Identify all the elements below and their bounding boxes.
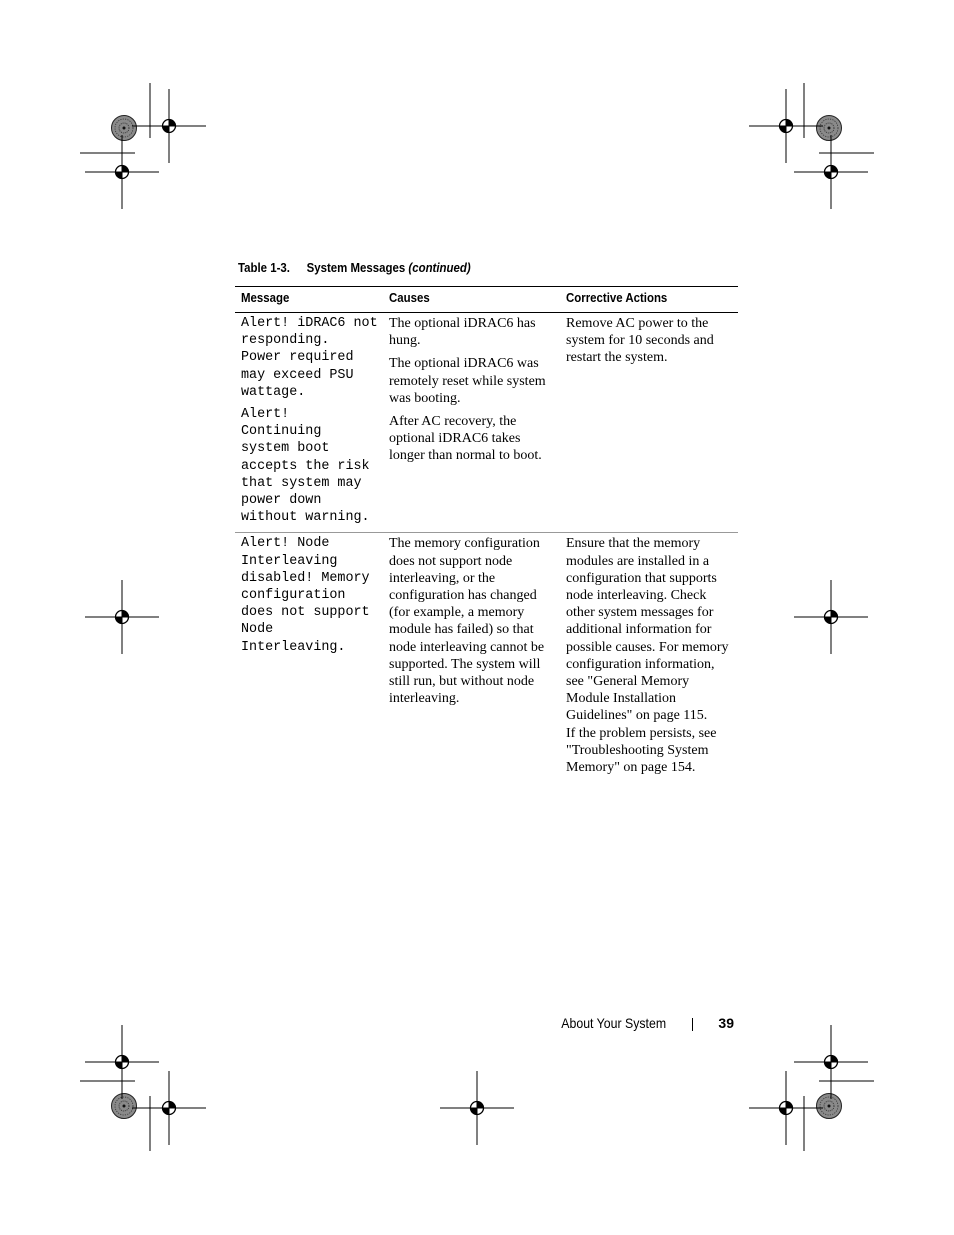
registration-crosshair-icon [132,89,206,163]
registration-crosshair-icon [85,580,159,654]
radial-target-icon [112,1094,137,1119]
message-text: Alert! Node Interleaving disabled! Memory configuration does not support Node Interleaving. [241,536,370,655]
footer-section-title: About Your System [561,1015,666,1031]
action-text: Remove AC power to the system for 10 seconds and restart the system. [566,316,714,366]
registration-crosshair-icon [85,135,159,209]
table-row [235,313,738,533]
message-cell [235,533,383,782]
header-message: Message [235,287,383,313]
action-text: If the problem persists, see "Troubleshooting System Memory" on page 154. [566,725,717,776]
table-row [235,533,738,782]
page-number: 39 [718,1015,734,1031]
radial-target-icon [112,116,137,141]
system-messages-table [235,286,738,782]
table-caption [238,260,471,275]
cause-text: The memory configuration does not support node interleaving, or the configuration has changed (for example, a memory module has failed) so that node interleaving cannot be supported. The system will still run, but without node interleaving. [389,536,545,707]
table-continued: (continued) [408,260,471,275]
registration-crosshair-icon [794,580,868,654]
footer-divider [692,1018,693,1031]
table-header-row [235,287,738,313]
causes-cell [383,313,560,533]
registration-crosshair-icon [749,1071,823,1145]
header-causes: Causes [383,287,560,313]
cause-text: The optional iDRAC6 has hung. [389,316,536,349]
header-corrective-actions: Corrective Actions [560,287,738,313]
table-number: Table 1-3. [238,260,290,275]
registration-crosshair-icon [794,1025,868,1099]
table-title: System Messages [306,260,406,275]
causes-cell [383,533,560,782]
registration-crosshair-icon [794,135,868,209]
registration-crosshair-icon [132,1071,206,1145]
message-text: Alert! Continuing system boot accepts the risk that system may power down without warning. [241,407,370,526]
actions-cell [560,533,738,782]
action-text: Ensure that the memory modules are installed in a configuration that supports node interleaving. Check other system messages for additional information for possible causes. For memory configuration information, see "General Memory Module Installation Guidelines" on page 115. [566,536,729,724]
radial-target-icon [817,1094,842,1119]
cause-text: The optional iDRAC6 was remotely reset while system was booting. [389,356,546,406]
actions-cell [560,313,738,533]
message-cell [235,313,383,533]
message-text: Alert! iDRAC6 not responding. Power required may exceed PSU wattage. [241,316,378,400]
registration-crosshair-icon [749,89,823,163]
cause-text: After AC recovery, the optional iDRAC6 takes longer than normal to boot. [389,414,542,464]
registration-crosshair-icon [85,1025,159,1099]
registration-crosshair-icon [440,1071,514,1145]
radial-target-icon [817,116,842,141]
